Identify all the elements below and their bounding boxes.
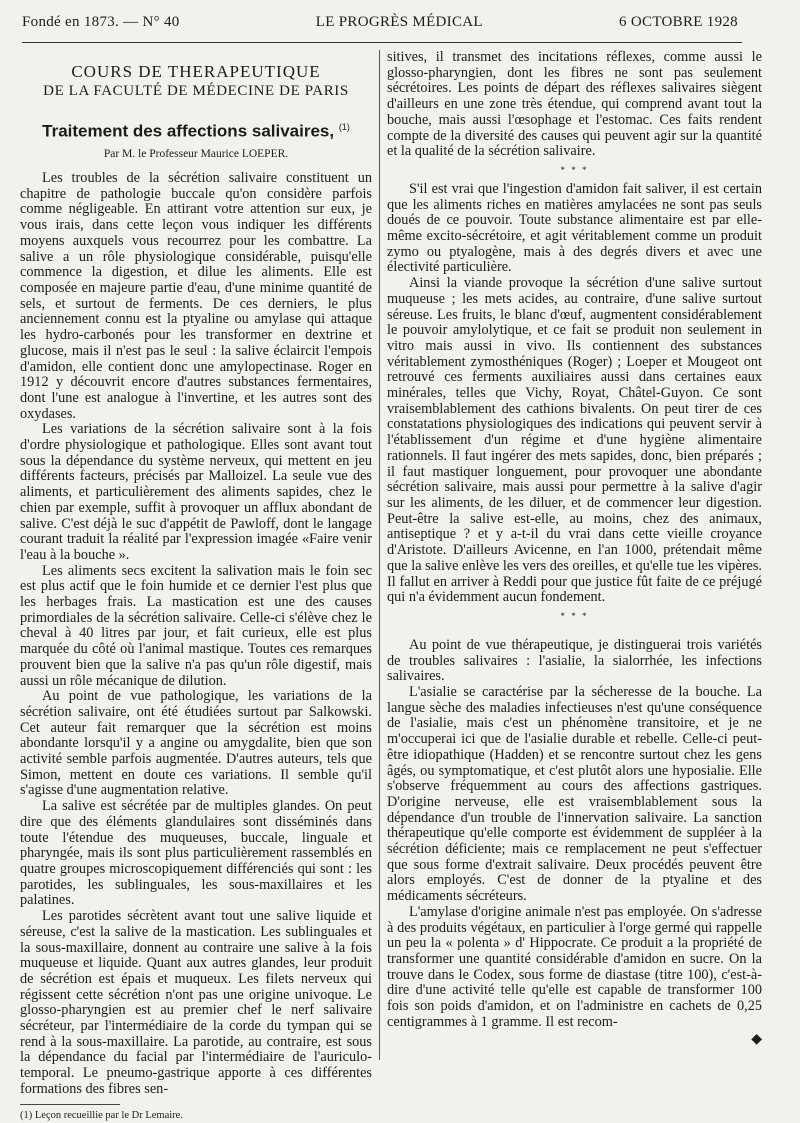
end-mark: ◆ (751, 1032, 762, 1048)
paragraph: Les troubles de la sécrétion salivaire constituent un chapitre de pathologie buccale qu'on considère parfois comme négligeable. En attirant votre attention sur eux, je vous irais, dans cette leçon vous indiquer les différents moyens auxquels vous recourrez pour les combattre. La salive a un rôle physiologique considérable, puisqu'elle commence la digestion, et dilue les aliments. Elle est composée en majeure partie d'eau, d'une minime quantité de sels, et surtout de ferments. De ces derniers, le plus anciennement connu est la ptyaline ou amylase qui attaque les hydro-carbonés pour les transformer en dextrine et glucose, mais il n'est pas le seul : la salive éclaircit l'empois d'amidon, elle contient donc une amylopectinase. Roger en 1912 y découvrit encore d'autres substances fermentaires, dont l'une est analogue à l'invertine, et les autres sont des oxydases. (20, 170, 372, 422)
column-divider (379, 50, 380, 1060)
paragraph: Les aliments secs excitent la salivation mais le foin sec est plus actif que le foin humide et ce dernier l'est plus que les herbages frais. La mastication est une des causes primordiales de la sécrétion salivaire. Celle-ci s'élève chez le cheval à 40 litres par jour, et fait curieux, elle est plus marquée du côté où l'animal mastique. Toutes ces remarques prouvent bien que la salive n'a pas qu'un rôle digestif, mais aussi un rôle mécanique de dilution. (20, 562, 372, 689)
paragraph: La salive est sécrétée par de multiples glandes. On peut dire que des éléments glandulaires sont disséminés dans toute l'étendue des muqueuses, buccale, linguale et pharyngée, mais ils sont plus particulièrement rassemblés en quatre groupes microscopiquement différenciés qui sont : les parotides, les sublinguales, les sous-maxillaires et les palatines. (20, 798, 372, 909)
course-title: COURS DE THERAPEUTIQUE (71, 62, 321, 81)
left-column (20, 50, 372, 1121)
journal-title: LE PROGRÈS MÉDICAL (315, 14, 483, 30)
paragraph: Ainsi la viande provoque la sécrétion d'une salive surtout muqueuse ; les mets acides, au contraire, d'une salive surtout séreuse. Les fruits, le blanc d'œuf, augmentent considérablement le pouvoir amylolytique, et ce fait se produit non seulement in vitro mais aussi in vivo. Ils contiennent des substances véritablement zymosthéniques (Roger) ; Loeper et Mougeot ont retrouvé ces ferments auxiliaires aussi dans certaines eaux minérales, telles que Vichy, Royat, Châtel-Guyon. Ce sont vraisemblablement des cathions bivalents. On peut tirer de ces constatations physiologiques des indications qui peuvent servir à l'établissement d'un régime et d'une hygiène alimentaire rationnels. Il faut ingérer des mets sapides, donc, bien préparés ; il faut mastiquer longuement, pour provoquer une abondante sécrétion salivaire, mais aussi pour permettre à la salive d'agir sur les aliments, de les diluer, et de commencer leur digestion. Peut-être la salive est-elle, au moins, chez des animaux, antiseptique ? et y a-t-il du vrai dans cette vieille croyance d'Aristote. D'ailleurs Avicenne, en l'an 1000, prétendait même que la salive enlève les vers des oreilles, et qu'elle tue les vipères. Il fallut en arriver à Reddi pour que justice fût faite de ce préjugé qui n'a évidemment aucun fondement. (387, 275, 762, 606)
paragraph: sitives, il transmet des incitations réflexes, comme aussi le glosso-pharyngien, dont les fibres ne sont pas seulement sécrétoires. Les points de départ des réflexes salivaires siègent d'ailleurs en une zone très étendue, qui comprend avant tout la bouche, mais aussi l'œsophage et l'estomac. Ces faits rendent compte de la diversité des causes qui peuvent agir sur la quantité et la qualité de la sécrétion salivaire. (387, 49, 762, 160)
section-separator: * * * (560, 164, 589, 175)
byline: Par M. le Professeur Maurice LOEPER. (103, 148, 289, 161)
paragraph: Les parotides sécrètent avant tout une salive liquide et séreuse, c'est la salive de la mastication. Les sublinguales et la sous-maxillaire, donnent au contraire une salive à la fois muqueuse et liquide. Quant aux autres glandes, leur produit de sécrétion est épais et muqueux. Les filets nerveux qui régissent cette sécrétion n'ont pas une origine univoque. Le glosso-pharyngien est au premier chef le nerf salivaire sécréteur, par l'intermédiaire de la corde du tympan qui se rend à la sous-maxillaire. La parotide, au contraire, est sous la dépendance du facial par l'intermédiaire de l'auriculo-temporal. Le pneumo-gastrique apporte à ces différentes formations des fibres sen- (20, 908, 372, 1097)
paragraph: Au point de vue pathologique, les variations de la sécrétion salivaire, ont été étudiées surtout par Salkowski. Cet auteur fait remarquer que la sécrétion est moins abondante lorsqu'il y a angine ou amygdalite, bien que son activité semble parfois augmentée. D'autres auteurs, tels que Simon, mettent en doute ces variations. Il semble qu'il s'agisse d'une augmentation relative. (20, 688, 372, 799)
article-title-text: Traitement des affections salivaires, (42, 121, 335, 141)
right-column (387, 49, 762, 1048)
header-rule (22, 42, 742, 43)
article-title (20, 120, 372, 139)
paragraph: Au point de vue thérapeutique, je distinguerai trois variétés de troubles salivaires : l'asialie, la sialorrhée, les infections salivaires. (387, 636, 762, 685)
course-subtitle: DE LA FACULTÉ DE MÉDECINE DE PARIS (43, 83, 349, 99)
section-separator: * * * (560, 610, 589, 621)
header-founded-issue: Fondé en 1873. — N° 40 (22, 14, 180, 30)
footnote-rule (20, 1104, 120, 1105)
paragraph: L'amylase d'origine animale n'est pas employée. On s'adresse à des produits végétaux, en particulier à l'orge germé qui rappelle un peu la « polenta » d' Hippocrate. Ce produit a la propriété de transformer une quantité considérable d'amidon en sucre. On la trouve dans le Codex, sous forme de diastase (titre 100), c'est-à-dire d'une activité telle qu'elle est capable de transformer 100 fois son poids d'amidon, et on l'administre en cachets de 0,25 centigrammes à 1 gramme. Il est recom- (387, 903, 762, 1030)
issue-date: 6 OCTOBRE 1928 (619, 14, 738, 30)
paragraph: Les variations de la sécrétion salivaire sont à la fois d'ordre physiologique et pathologique. Elles sont avant tout sous la dépendance du système nerveux, qui mettent en jeu différents facteurs, précisés par Malloizel. La seule vue des aliments, et particulièrement des aliments sapides, chez le chien par exemple, suffit à provoquer un afflux abondant de salive. C'est déjà le suc d'appétit de Pawloff, dont le langage courant traduit la réalité par l'expression imagée «Faire venir l'eau à la bouche ». (20, 421, 372, 563)
page-header (22, 14, 738, 36)
footnote-marker: (1) (338, 122, 350, 132)
paragraph: L'asialie se caractérise par la sécheresse de la bouche. La langue sèche des maladies infectieuses n'est qu'une conséquence de l'asialie, mais c'est un phénomène transitoire, et je ne m'occuperai ici que de l'asialie durable et rebelle. Celle-ci peut-être idiopathique (Hadden) et se rencontre surtout chez les gens âgés, ou symptomatique, et c'est plutôt alors une hyposialie. Elle s'observe fréquemment au cours des affections gastriques. D'origine nerveuse, elle est vraisemblablement sous la dépendance d'un trouble de l'innervation salivaire. La sanction thérapeutique qu'elle comporte est évidemment de suppléer à la sécrétion déficiente; mais ce remplacement ne peut s'effectuer que sous forme d'extrait salivaire. Deux procédés peuvent être alors employés. C'est de donner de la ptyaline et des médicaments sécréteurs. (387, 684, 762, 905)
footnote: (1) Leçon recueillie par le Dr Lemaire. (20, 1109, 183, 1121)
paragraph: S'il est vrai que l'ingestion d'amidon fait saliver, il est certain que les aliments riches en matières amylacées ne sont pas seuls doués de ce pouvoir. Toute substance alimentaire est par elle-même excito-sécrétoire, et agit véritablement comme un produit zymo ou ptyalogène, mais à des degrés divers et avec une électivité particulière. (387, 180, 762, 276)
